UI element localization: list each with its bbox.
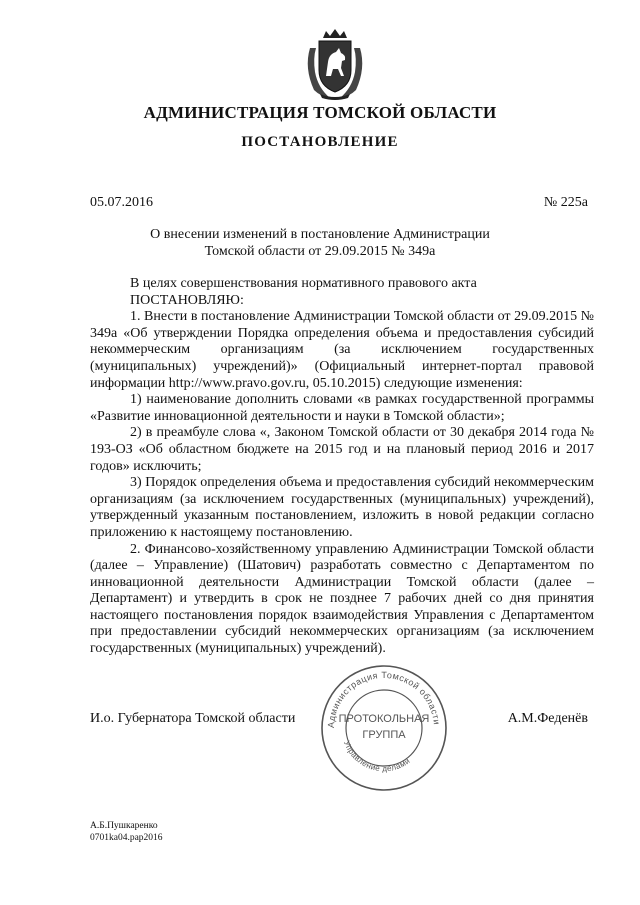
coat-of-arms-icon bbox=[302, 28, 368, 100]
body-paragraph: 3) Порядок определения объема и предоставления субсидий некоммерческим организациям (за исключением государственных (муниципальных) учреждений), утвержденный указанным постановлением, изложить в новой редакции согласно приложению к настоящему постановлению. bbox=[90, 475, 594, 540]
doc-date: 05.07.2016 bbox=[90, 195, 153, 210]
footer-file: 0701ka04.pap2016 bbox=[90, 833, 163, 843]
org-name: АДМИНИСТРАЦИЯ ТОМСКОЙ ОБЛАСТИ bbox=[143, 103, 497, 122]
stamp-line-2: ГРУППА bbox=[362, 729, 406, 741]
body-paragraph: 2. Финансово-хозяйственному управлению Администрации Томской области (далее – Управление) (Шатович) разработать совместно с Департаментом по инновационной деятельности Администрации Томской области (далее – Департамент) и утвердить в срок не позднее 7 рабочих дней со дня принятия настоящего постановления порядок взаимодействия Управления с Департаментом при предоставлении субсидий некоммерческих организациям (за исключением государственных (муниципальных) учреждений). bbox=[90, 541, 594, 657]
footer bbox=[90, 820, 163, 844]
stamp-bottom-text: Управление делами bbox=[342, 739, 412, 774]
signer-name: А.М.Феденёв bbox=[507, 711, 588, 726]
subject-line-1: О внесении изменений в постановление Администрации bbox=[150, 227, 490, 242]
signer-position: И.о. Губернатора Томской области bbox=[90, 711, 296, 726]
stamp-outer-text: Администрация Томской области bbox=[325, 669, 442, 729]
stamp-seal bbox=[318, 662, 450, 794]
body-paragraph: В целях совершенствования нормативного правового акта bbox=[130, 276, 477, 291]
stamp-line-1: ПРОТОКОЛЬНАЯ bbox=[338, 713, 430, 725]
body-paragraph: 2) в преамбуле слова «, Законом Томской области от 30 декабря 2014 года № 193-ОЗ «Об областном бюджете на 2015 год и на плановый период 2016 и 2017 годов» исключить; bbox=[90, 425, 594, 474]
doc-number: № 225а bbox=[543, 195, 588, 210]
subject-line-2: Томской области от 29.09.2015 № 349а bbox=[204, 244, 436, 259]
doc-type: ПОСТАНОВЛЕНИЕ bbox=[241, 134, 399, 150]
body-paragraph: 1) наименование дополнить словами «в рамках государственной программы «Развитие инновационной деятельности и науки в Томской области»; bbox=[90, 392, 594, 424]
svg-text:Управление делами bbox=[342, 739, 412, 773]
doc-subject bbox=[0, 226, 640, 260]
doc-body bbox=[90, 276, 594, 658]
body-paragraph: 1. Внести в постановление Администрации Томской области от 29.09.2015 № 349а «Об утверждении Порядка определения объема и предоставления субсидий некоммерческим организациям (за исключением государственных (муниципальных) учреждений)» (Официальный интернет-портал правовой информации http://www.pravo.gov.ru, 05.10.2015) следующие изменения: bbox=[90, 309, 594, 391]
footer-author: А.Б.Пушкаренко bbox=[90, 821, 158, 831]
body-paragraph: ПОСТАНОВЛЯЮ: bbox=[130, 292, 244, 308]
